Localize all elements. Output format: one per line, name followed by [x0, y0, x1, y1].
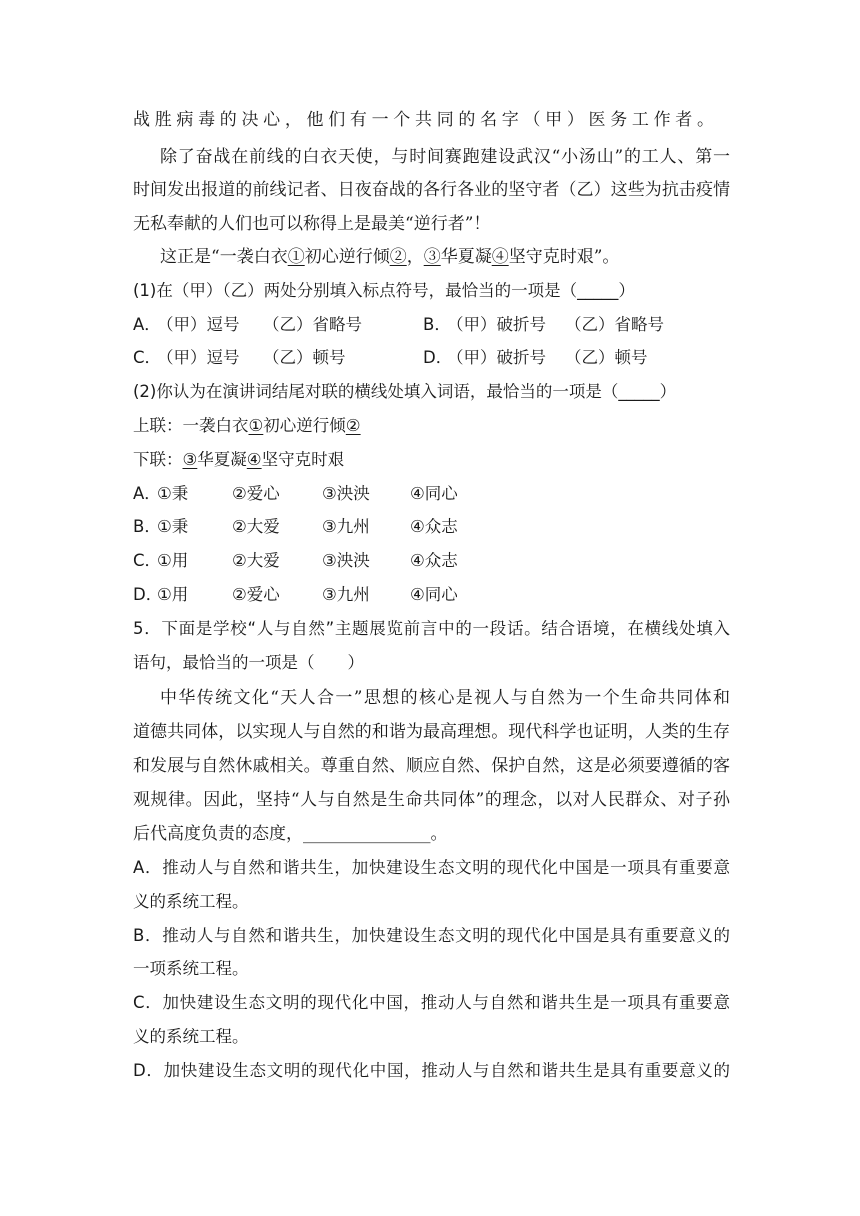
blank-3: ③	[182, 450, 198, 469]
option-row: A．（甲）逗号 （乙）省略号 B．（甲）破折号 （乙）省略号	[133, 315, 664, 334]
couplet-sentence: 这正是“一袭白衣①初心逆行倾②，③华夏凝④坚守克时艰”。	[160, 247, 620, 267]
paragraph-line: 战胜病毒的决心，他们有一个共同的名字（甲）医务工作者。	[133, 110, 714, 130]
question-2-stem: (2)你认为在演讲词结尾对联的横线处填入词语，最恰当的一项是（_____）	[133, 382, 677, 401]
blank-2: ②	[389, 247, 407, 267]
option-c: 义的系统工程。	[133, 1027, 249, 1046]
paragraph-line: 时间发出报道的前线记者、日夜奋战的各行各业的坚守者（乙）这些为抗击疫情	[133, 180, 730, 200]
blank-1: ①	[248, 416, 264, 435]
blank-2: ②	[345, 416, 361, 435]
paragraph-line: 和发展与自然休戚相关。尊重自然、顺应自然、保护自然，这是必须要遵循的客	[133, 756, 730, 776]
answer-blank: _____	[618, 382, 660, 401]
paragraph-line: 道德共同体，以实现人与自然的和谐为最高理想。现代科学也证明，人类的生存	[133, 722, 730, 742]
paragraph-line: 中华传统文化“天人合一”思想的核心是视人与自然为一个生命共同体和	[160, 688, 730, 708]
blank-4: ④	[491, 247, 509, 267]
option-a: 义的系统工程。	[133, 892, 249, 911]
option-row: A．①秉 ②爱心 ③泱泱 ④同心	[133, 484, 458, 503]
question-5-stem: 语句，最恰当的一项是（ ）	[133, 653, 364, 672]
blank-1: ①	[287, 247, 305, 267]
option-row: D．①用 ②爱心 ③九州 ④同心	[133, 585, 458, 604]
paragraph-line: 除了奋战在前线的白衣天使，与时间赛跑建设武汉“小汤山”的工人、第一	[160, 147, 730, 167]
option-row: C．（甲）逗号 （乙）顿号 D．（甲）破折号 （乙）顿号	[133, 348, 648, 367]
paragraph-line: 无私奉献的人们也可以称得上是最美“逆行者”！	[133, 214, 491, 234]
blank-3: ③	[423, 247, 441, 267]
option-a: A．推动人与自然和谐共生，加快建设生态文明的现代化中国是一项具有重要意	[133, 858, 730, 877]
option-c: C．加快建设生态文明的现代化中国，推动人与自然和谐共生是一项具有重要意	[133, 993, 730, 1012]
option-d: D．加快建设生态文明的现代化中国，推动人与自然和谐共生是具有重要意义的	[133, 1061, 730, 1080]
option-row: B．①秉 ②大爱 ③九州 ④众志	[133, 517, 458, 536]
answer-blank: _______________	[303, 824, 431, 844]
paragraph-line: 后代高度负责的态度，_______________。	[133, 824, 448, 844]
option-b: 一项系统工程。	[133, 959, 249, 978]
blank-4: ④	[246, 450, 262, 469]
question-5-stem: 5．下面是学校“人与自然”主题展览前言中的一段话。结合语境，在横线处填入	[133, 619, 730, 638]
option-b: B．推动人与自然和谐共生，加快建设生态文明的现代化中国是具有重要意义的	[133, 926, 730, 945]
paragraph-line: 观规律。因此，坚持“人与自然是生命共同体”的理念，以对人民群众、对子孙	[133, 790, 730, 810]
question-1-stem: (1)在（甲）（乙）两处分别填入标点符号，最恰当的一项是（_____）	[133, 281, 635, 300]
answer-blank: _____	[577, 281, 619, 300]
couplet-lower: 下联：③华夏凝④坚守克时艰	[133, 450, 345, 469]
option-row: C．①用 ②大爱 ③泱泱 ④众志	[133, 551, 458, 570]
couplet-upper: 上联：一袭白衣①初心逆行倾②	[133, 416, 361, 435]
